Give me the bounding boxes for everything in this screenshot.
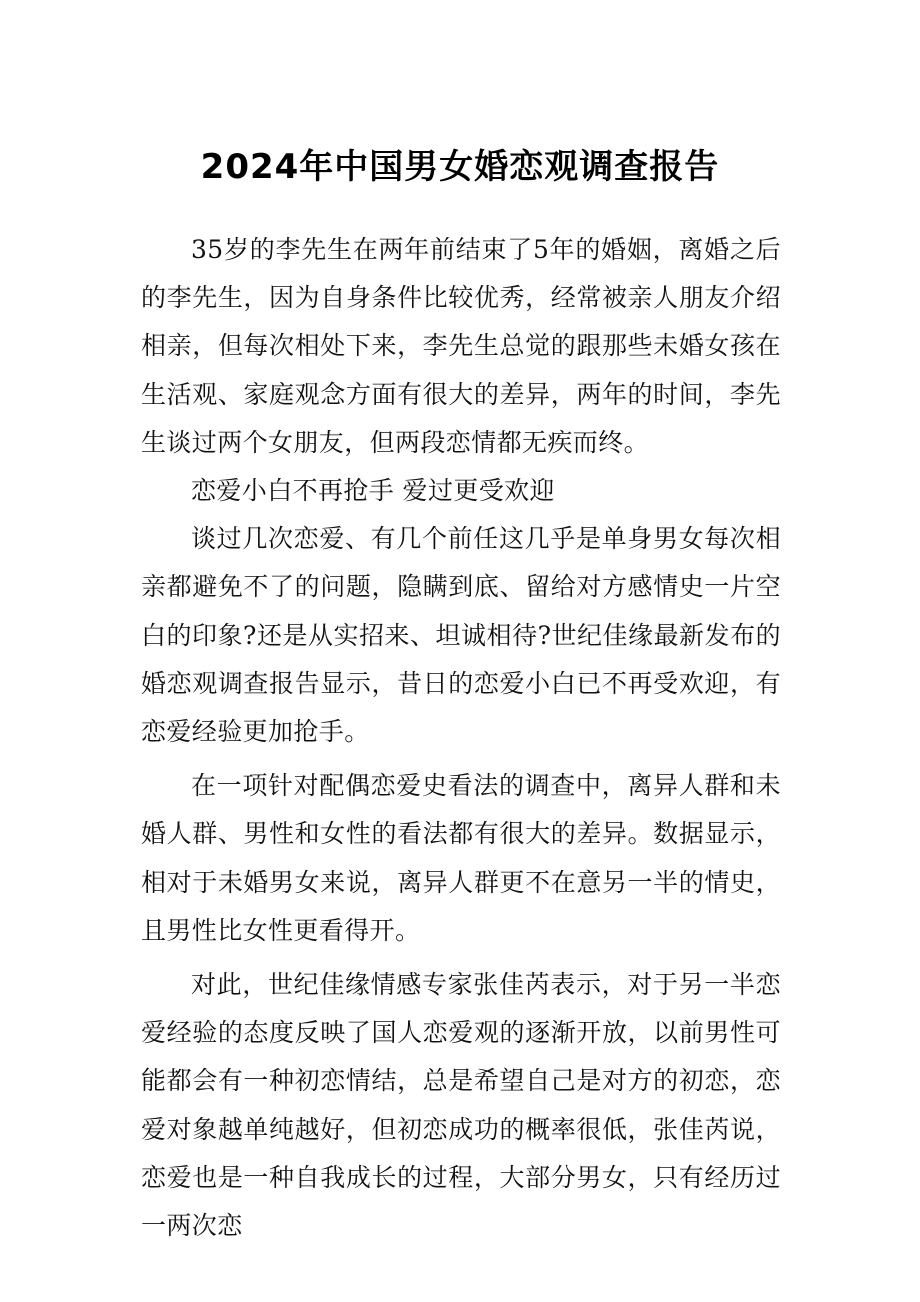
paragraph: 35岁的李先生在两年前结束了5年的婚姻，离婚之后的李先生，因为自身条件比较优秀，经常被亲人朋友介绍相亲，但每次相处下来，李先生总觉的跟那些未婚女孩在生活观、家庭观念方面有很大的差异，两年的时间，李先生谈过两个女朋友，但两段恋情都无疾而终。 xyxy=(141,235,781,457)
document-title: 2024年中国男女婚恋观调查报告 xyxy=(200,147,720,187)
section-heading: 恋爱小白不再抢手 爱过更受欢迎 xyxy=(191,476,555,506)
document-body xyxy=(141,226,781,1250)
paragraph: 谈过几次恋爱、有几个前任这几乎是单身男女每次相亲都避免不了的问题，隐瞒到底、留给对方感情史一片空白的印象?还是从实招来、坦诚相待?世纪佳缘最新发布的婚恋观调查报告显示，昔日的恋爱小白已不再受欢迎，有恋爱经验更加抢手。 xyxy=(141,524,781,747)
paragraph: 在一项针对配偶恋爱史看法的调查中，离异人群和未婚人群、男性和女性的看法都有很大的差异。数据显示，相对于未婚男女来说，离异人群更不在意另一半的情史，且男性比女性更看得开。 xyxy=(141,771,781,945)
paragraph: 对此，世纪佳缘情感专家张佳芮表示，对于另一半恋爱经验的态度反映了国人恋爱观的逐渐开放，以前男性可能都会有一种初恋情结，总是希望自己是对方的初恋，恋爱对象越单纯越好，但初恋成功的概率很低，张佳芮说，恋爱也是一种自我成长的过程，大部分男女，只有经历过一两次恋 xyxy=(141,970,781,1241)
